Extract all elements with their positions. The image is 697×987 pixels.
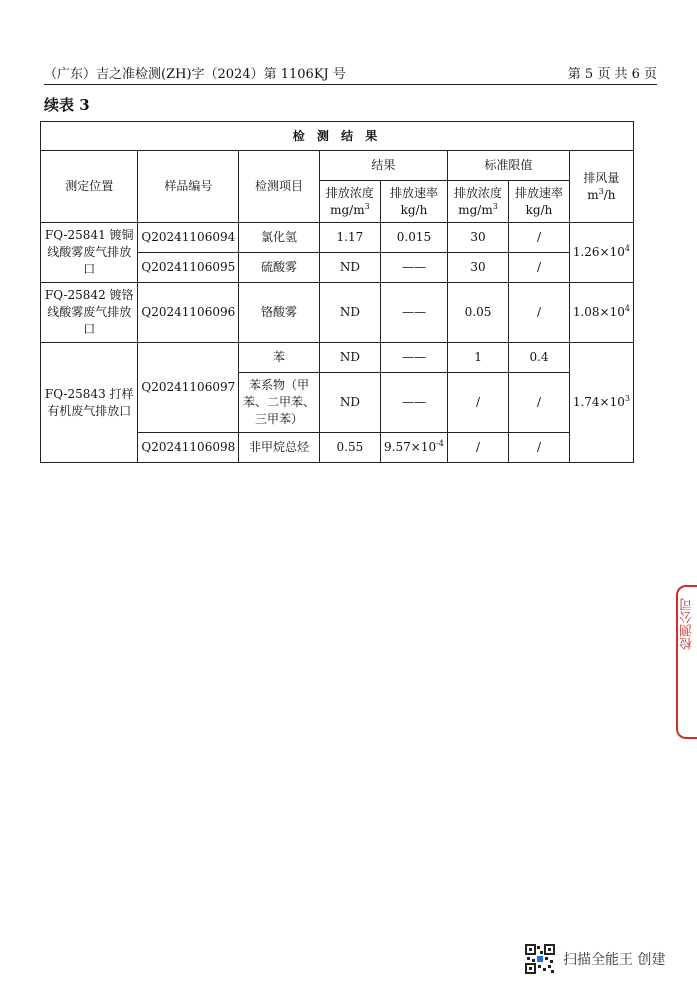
header-std-conc-label: 排放浓度 bbox=[454, 185, 503, 200]
header-std-rate-unit: kg/h bbox=[525, 202, 553, 217]
conc-cell: ND bbox=[319, 253, 380, 283]
std-conc-cell: 30 bbox=[447, 253, 508, 283]
std-rate-cell: / bbox=[509, 223, 570, 253]
conc-cell: 0.55 bbox=[319, 433, 380, 463]
qr-code-icon bbox=[525, 944, 555, 974]
header-standard: 标准限值 bbox=[447, 151, 569, 181]
table-subtitle: 续表 3 bbox=[44, 96, 90, 114]
airflow-value: 1.74×10 bbox=[572, 395, 625, 409]
header-conc-unit: mg/m bbox=[330, 202, 365, 217]
rate-cell: —— bbox=[381, 253, 448, 283]
sample-cell: Q20241106096 bbox=[138, 283, 239, 343]
location-cell: FQ-25842 镀铬线酸雾废气排放口 bbox=[41, 283, 138, 343]
header-sample-no: 样品编号 bbox=[138, 151, 239, 223]
header-result-conc bbox=[319, 181, 380, 223]
airflow-exp: 4 bbox=[624, 304, 630, 313]
airflow-value: 1.26×10 bbox=[572, 245, 625, 259]
table-title: 检 测 结 果 bbox=[41, 122, 634, 151]
header-conc-label: 排放浓度 bbox=[325, 185, 374, 200]
airflow-cell bbox=[569, 343, 633, 463]
item-cell: 硫酸雾 bbox=[239, 253, 320, 283]
conc-cell: 1.17 bbox=[319, 223, 380, 253]
scanner-footer bbox=[525, 944, 665, 974]
header-std-rate-label: 排放速率 bbox=[514, 185, 563, 200]
header-rate-label: 排放速率 bbox=[389, 185, 438, 200]
sample-cell: Q20241106095 bbox=[138, 253, 239, 283]
item-cell: 氯化氢 bbox=[239, 223, 320, 253]
header-airflow-unit-tail: /h bbox=[603, 187, 616, 202]
rate-cell: —— bbox=[381, 373, 448, 433]
sample-cell: Q20241106098 bbox=[138, 433, 239, 463]
header-rate-unit: kg/h bbox=[400, 202, 428, 217]
location-cell: FQ-25843 打样有机废气排放口 bbox=[41, 343, 138, 463]
table-row bbox=[41, 343, 634, 373]
conc-cell: ND bbox=[319, 343, 380, 373]
airflow-cell bbox=[569, 283, 633, 343]
header-location: 测定位置 bbox=[41, 151, 138, 223]
item-cell: 苯 bbox=[239, 343, 320, 373]
conc-cell: ND bbox=[319, 283, 380, 343]
rate-cell bbox=[381, 433, 448, 463]
header-item: 检测项目 bbox=[239, 151, 320, 223]
header-std-conc-unit: mg/m bbox=[458, 202, 493, 217]
header-airflow-label: 排风量 bbox=[583, 170, 620, 185]
sample-cell: Q20241106094 bbox=[138, 223, 239, 253]
rate-cell: —— bbox=[381, 283, 448, 343]
sample-cell: Q20241106097 bbox=[138, 343, 239, 433]
header-airflow-unit: m bbox=[587, 187, 599, 202]
header-standard-conc bbox=[447, 181, 508, 223]
location-cell: FQ-25841 镀铜线酸雾废气排放口 bbox=[41, 223, 138, 283]
scanner-footer-text: 扫描全能王 创建 bbox=[563, 952, 666, 968]
std-conc-cell: / bbox=[447, 433, 508, 463]
std-conc-cell: / bbox=[447, 373, 508, 433]
rate-cell: 0.015 bbox=[381, 223, 448, 253]
airflow-value: 1.08×10 bbox=[572, 305, 625, 319]
report-number: （广东）吉之准检测(ZH)字（2024）第 1106KJ 号 bbox=[44, 67, 346, 82]
std-conc-cell: 30 bbox=[447, 223, 508, 253]
item-cell: 铬酸雾 bbox=[239, 283, 320, 343]
airflow-exp: 4 bbox=[624, 244, 630, 253]
header-airflow bbox=[569, 151, 633, 223]
header-standard-rate bbox=[509, 181, 570, 223]
rate-value: 9.57×10 bbox=[384, 440, 437, 454]
airflow-cell bbox=[569, 223, 633, 283]
airflow-exp: 3 bbox=[624, 394, 630, 403]
std-rate-cell: / bbox=[509, 283, 570, 343]
table-row bbox=[41, 223, 634, 253]
table-row bbox=[41, 283, 634, 343]
std-rate-cell: / bbox=[509, 433, 570, 463]
item-cell: 非甲烷总烃 bbox=[239, 433, 320, 463]
item-cell: 苯系物（甲苯、二甲苯、三甲苯） bbox=[239, 373, 320, 433]
std-rate-cell: 0.4 bbox=[509, 343, 570, 373]
rate-exp: -4 bbox=[436, 439, 444, 448]
std-rate-cell: / bbox=[509, 253, 570, 283]
std-conc-cell: 1 bbox=[447, 343, 508, 373]
std-rate-cell: / bbox=[509, 373, 570, 433]
header-result-rate bbox=[381, 181, 448, 223]
page-number: 第 5 页 共 6 页 bbox=[567, 67, 657, 82]
header-std-conc-unit-sup: 3 bbox=[492, 201, 498, 211]
rate-cell: —— bbox=[381, 343, 448, 373]
conc-cell: ND bbox=[319, 373, 380, 433]
results-table bbox=[40, 121, 634, 463]
std-conc-cell: 0.05 bbox=[447, 283, 508, 343]
company-seal-text: 检测公司 bbox=[680, 598, 695, 650]
header-result: 结果 bbox=[319, 151, 447, 181]
header-airflow-unit-sup: 3 bbox=[598, 186, 604, 196]
page-header bbox=[44, 60, 657, 85]
header-conc-unit-sup: 3 bbox=[364, 201, 370, 211]
